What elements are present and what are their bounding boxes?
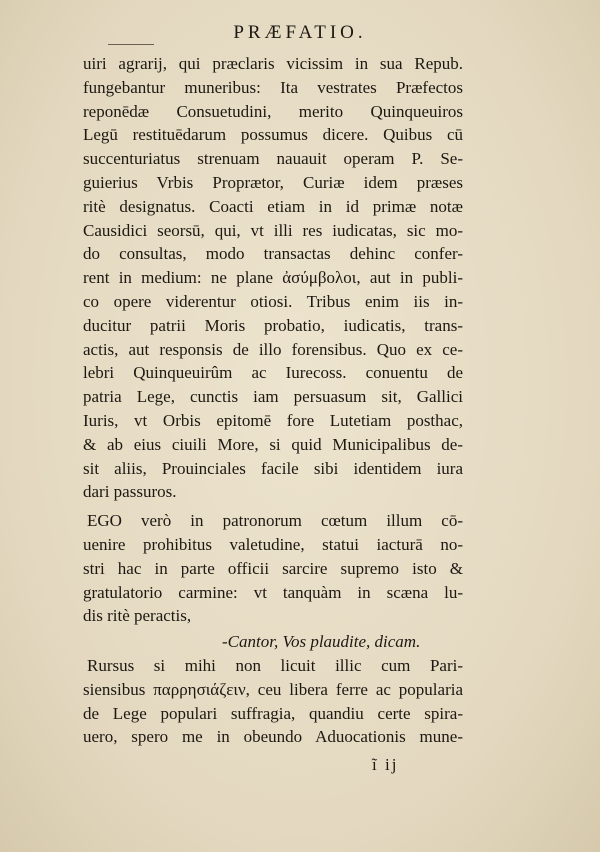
text-line: EGO verò in patronorum cœtum illum cō-: [87, 511, 463, 531]
text-line: Rursus si mihi non licuit illic cum Pari-: [87, 656, 463, 675]
text-line: actis, aut responsis de illo forensibus. Quo ex ce-: [83, 339, 463, 359]
text-line: ducitur patrii Moris probatio, iudicatis, trans-: [83, 315, 463, 335]
text-line: ritè designatus. Coacti etiam in id primæ notæ: [83, 196, 463, 216]
text-line: Causidici seorsū, qui, vt illi res iudicatas, sic mo-: [83, 220, 463, 240]
text-line: de Lege populari suffragia, quandiu certe spira-: [83, 703, 463, 723]
text-line: lebri Quinqueuirûm ac Iurecoss. conuentu de: [83, 363, 463, 383]
text-line: patria Lege, cunctis iam persuasum sit, Gallici: [83, 387, 463, 407]
text-line: sit aliis, Prouinciales facile sibi identidem iura: [83, 458, 463, 478]
text-line: do consultas, modo transactas dehinc confer-: [83, 244, 463, 264]
text-line: reponēdæ Consuetudini, merito Quinqueuiros: [83, 101, 463, 121]
text-line: Legū restituēdarum possumus dicere. Quibus cū: [83, 125, 463, 145]
text-line: succenturiatus strenuam nauauit operam P. Se-: [83, 149, 463, 169]
running-title: PRÆFATIO.: [233, 22, 367, 43]
text-line: rent in medium: ne plane ἀσύμβολοι, aut in publi-: [83, 268, 463, 288]
paragraph-2: [83, 509, 463, 628]
header-rule: [108, 44, 154, 45]
paragraph-3: [83, 654, 463, 749]
text-line: uenire prohibitus valetudine, statui iacturā no-: [83, 534, 463, 554]
text-line: guierius Vrbis Proprætor, Curiæ idem præses: [83, 172, 463, 192]
text-line: dis ritè peractis,: [83, 606, 192, 626]
text-line: dari passuros.: [83, 482, 177, 502]
text-line: gratulatorio carmine: vt tanquàm in scæna lu-: [83, 582, 463, 602]
text-line: & ab eius ciuili More, si quid Municipalibus de-: [83, 434, 463, 454]
text-line: stri hac in parte officii sarcire supremo isto &: [83, 558, 463, 578]
text-line: siensibus παρρησιάζειν, ceu libera ferre ac popularia: [83, 679, 463, 699]
paragraph-1: [83, 52, 463, 504]
main-text: [83, 52, 463, 628]
text-line: uero, spero me in obeundo Aduocationis mune-: [83, 727, 463, 747]
text-line: fungebantur muneribus: Ita vestrates Præfectos: [83, 77, 463, 97]
text-line: Iuris, vt Orbis epitomē fore Lutetiam posthac,: [83, 410, 463, 430]
verse-quotation: -Cantor, Vos plaudite, dicam.: [222, 632, 421, 651]
text-line: co opere viderentur otiosi. Tribus enim iis in-: [83, 291, 463, 311]
signature-mark: ĩ ij: [372, 755, 399, 774]
text-line: uiri agrarij, qui præclaris vicissim in sua Repub.: [83, 54, 463, 73]
